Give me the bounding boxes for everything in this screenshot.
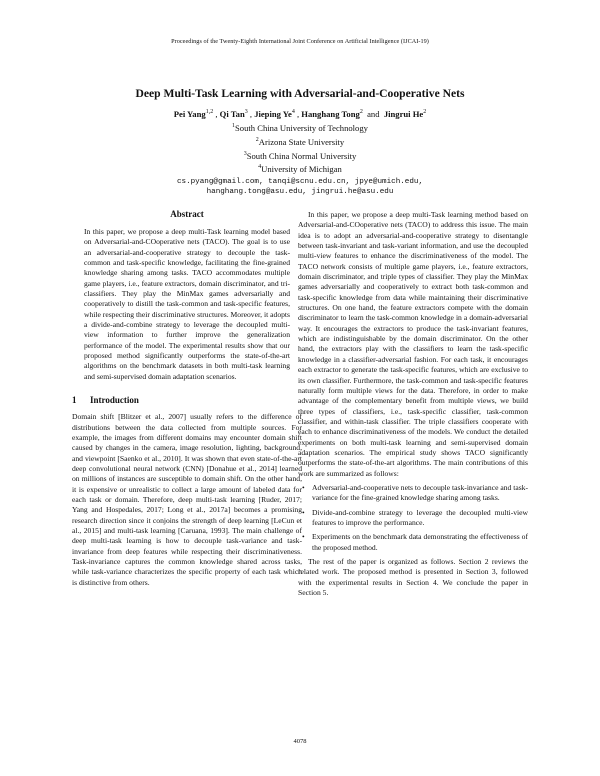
email-line: hanghang.tong@asu.edu, jingrui.he@asu.edu [206,188,394,197]
contribution-list [298,483,528,553]
right-column [298,210,528,598]
author-list [0,106,600,120]
bullet-icon: • [302,507,305,517]
bullet-icon: • [302,532,305,542]
section-title: Introduction [90,395,139,406]
abstract-heading: Abstract [170,209,204,219]
list-item: • Adversarial-and-cooperative nets to decouple task-invariance and task-variance for the fine-grained knowledge sharing among tasks. [302,482,528,503]
bullet-icon: • [302,482,305,492]
author: Qi Tan$^3$ , [219,108,255,119]
intro-paragraph: Domain shift [Blitzer et al., 2007] usually refers to the difference of distributions between the data collected from multiple sources. For example, the images from different domains may encounter domain shift caused by changes in the camera, image resolution, lighting, background, and viewpoint [Saenko et al., 2010]. It was shown that even state-of-the-art deep convolutional neural network (CNN) [Donahue et al., 2014] learned on millions of instances are susceptible to domain shift. On the other hand, it is expensive or unrealistic to collect a large amount of labeled data for each task or domain. Therefore, deep multi-task learning [Ruder, 2017; Yang and Hospedales, 2017; Long et al., 2017a] becomes a promising research direction since it conjoins the strength of deep learning [LeCun et al., 2015] and multi-task learning [Caruana, 1993]. The main challenge of deep multi-task learning is how to decouple task-variance and task-invariance from deep features while respecting their discriminativeness. Task-invariance captures the common knowledge shared across tasks, while task-variance characterizes the specific property of each task which is distinctive from others. [72,412,302,587]
intro-paragraph-3: The rest of the paper is organized as follows. Section 2 reviews the related work. The proposed method is presented in Section 3, followed with the experimental results in Section 4. We conclude the paper in Section 5. [298,557,528,598]
list-item: • Divide-and-combine strategy to leverage the decoupled multi-view features to improve the performance. [302,507,528,527]
author: Jingrui He$^2$ [383,108,427,119]
section-number: 1 [72,395,77,406]
paper-title: Deep Multi-Task Learning with Adversarial-and-Cooperative Nets [135,87,465,100]
author: Pei Yang$^{1,2}$ , [173,108,220,119]
page-number: 4078 [293,738,307,745]
section-heading-introduction [72,394,302,406]
running-head: Proceedings of the Twenty-Eighth International Joint Conference on Artificial Intelligence (IJCAI-19) [171,38,429,45]
left-column [72,208,302,588]
affiliation: $^1$South China University of Technology [232,122,368,133]
intro-paragraph-2: In this paper, we propose a deep multi-Task learning method based on Adversarial-and-COoperative nets (TACO) to address this issue. The main idea is to adopt an adversarial-and-cooperative strategy to disentangle between task-invariant and task-variant information, and use the decoupled multi-view features to enhance the discriminativeness of the model. The TACO network consists of multiple game players, i.e., feature extractors, domain discriminator, and triple types of classifier. They play the MinMax games adversarially and cooperatively to extract both task-common and task-specific knowledge from data while maintaining their discriminative structures. On one hand, the feature extractors compete with the domain discriminator to learn the task-common knowledge in a domain-adversarial way. It encourages the extractors to produce the task-invariant features, which are indistinguishable by the domain discriminator. On the other hand, the extractors play with the classifiers to learn the task-specific knowledge in a classifier-adversarial fashion. For each task, it encourages each extractor to generate the task-specific features, which are exclusive to its own classifier. Furthermore, the task-common and task-specific features naturally form multiple views for the data. Therefore, in order to make advantage of the complementary benefit from multiple views, we build three types of classifiers, i.e., task-specific classifier, task-common classifier, and within-task classifier. The triple classifiers cooperate with each to enhance discriminativeness of the models. We conduct the detailed experiments on both multi-task learning and semi-supervised domain adaptation scenarios. The empirical study shows TACO significantly outperforms the state-of-the-art algorithms. The main contributions of this work are summarized as follows: [298,210,528,478]
abstract-text: In this paper, we propose a deep multi-Task learning model based on Adversarial-and-COoperative nets (TACO). The goal is to use an adversarial-and-cooperative strategy to decouple the task-common and task-specific knowledge, facilitating the fine-grained knowledge sharing among tasks. TACO accommodates multiple game players, i.e., feature extractors, domain discriminator, and tri-classifiers. They play the MinMax games adversarially and cooperatively to distill the task-common and task-specific features, while respecting their discriminative structures. Moreover, it adopts a divide-and-combine strategy to leverage the decoupled multi-view information to further improve the generalization performance of the model. The experimental results show that our proposed method significantly outperforms the state-of-the-art algorithms on the benchmark datasets in both multi-task learning and semi-supervised domain adaptation scenarios. [84,227,290,381]
affiliation: $^4$University of Michigan [258,163,342,174]
email-line: cs.pyang@gmail.com, tanqi@scnu.edu.cn, jpye@umich.edu, [176,178,424,186]
author-emails [0,177,600,198]
author: Jieping Ye$^4$ , [254,108,302,119]
author: Hanghang Tong$^2$ and [301,108,384,119]
affiliation: $^3$South China Normal University [243,150,357,161]
list-item: • Experiments on the benchmark data demonstrating the effectiveness of the proposed method. [302,532,528,552]
affiliation: $^2$Arizona State University [255,136,345,147]
